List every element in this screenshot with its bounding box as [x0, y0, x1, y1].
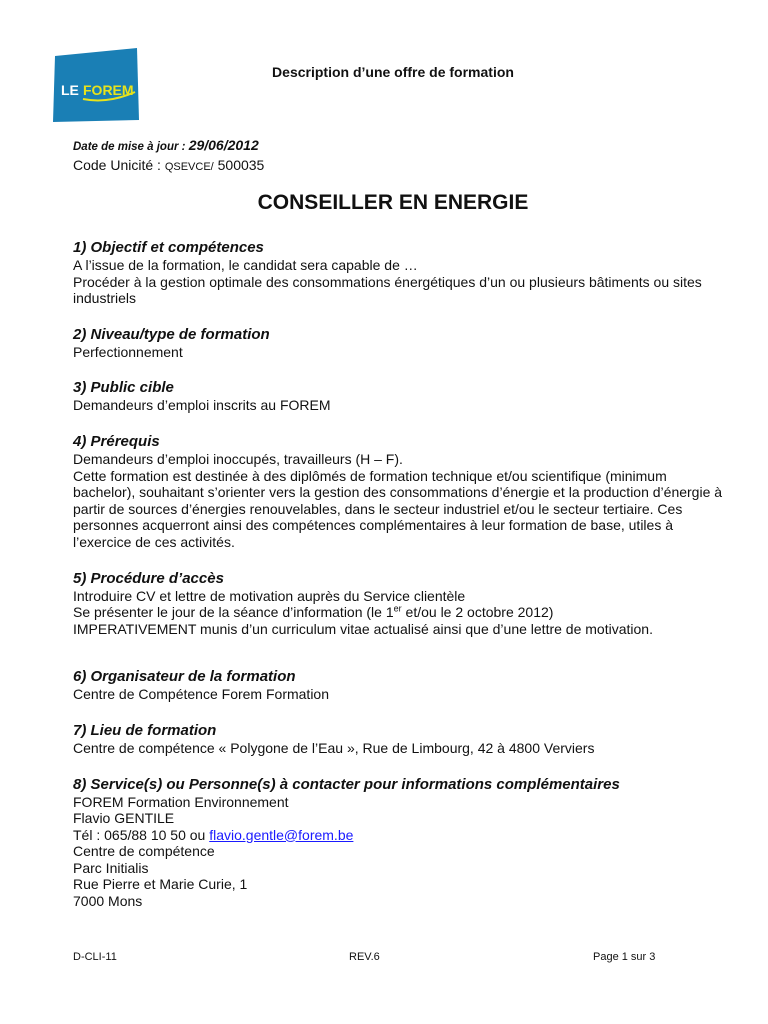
section-text: Rue Pierre et Marie Curie, 1 [73, 876, 248, 893]
code-value: 500035 [217, 157, 265, 173]
section-text [73, 827, 723, 844]
section-text: Introduire CV et lettre de motivation auprès du Service clientèle [73, 587, 466, 604]
section-text: Parc Initialis [73, 859, 149, 876]
date-label: Date de mise à jour : [73, 141, 186, 153]
section-text: IMPERATIVEMENT munis d’un curriculum vitae actualisé ainsi que d’une lettre de motivation. [73, 620, 653, 637]
update-date [73, 137, 259, 153]
text-part: Se présenter le jour de la séance d’information (le 1 [73, 604, 394, 621]
section-text: Centre de compétence « Polygone de l’Eau », Rue de Limbourg, 42 à 4800 Verviers [73, 739, 595, 756]
section-audience [73, 378, 723, 414]
section-heading: 4) Prérequis [73, 432, 160, 450]
section-text: A l’issue de la formation, le candidat sera capable de … [73, 257, 418, 273]
email-link[interactable]: flavio.gentle@forem.be [209, 826, 354, 843]
section-text: Centre de compétence [73, 843, 215, 860]
section-text: FOREM Formation Environnement [73, 793, 289, 810]
section-heading: 6) Organisateur de la formation [73, 668, 296, 686]
section-heading: 7) Lieu de formation [73, 721, 217, 739]
code-prefix: QSEVCE/ [164, 161, 214, 173]
section-prerequisites [73, 432, 723, 551]
footer-doc-code: D-CLI-11 [73, 951, 117, 963]
logo-text-forem: FOREM [83, 82, 134, 98]
section-heading: 3) Public cible [73, 379, 174, 397]
text-part: et/ou le 2 octobre 2012) [401, 604, 554, 621]
section-location [73, 721, 723, 757]
section-heading: 8) Service(s) ou Personne(s) à contacter pour informations complémentaires [73, 775, 620, 793]
forem-logo [53, 48, 139, 122]
footer-page-number: Page 1 sur 3 [593, 951, 656, 963]
section-text [73, 604, 723, 621]
section-heading: 1) Objectif et compétences [73, 239, 264, 256]
document-header: Description d’une offre de formation [272, 64, 514, 80]
code-unicite [73, 157, 264, 173]
section-text: 7000 Mons [73, 893, 143, 910]
code-label: Code Unicité : [73, 157, 161, 173]
document-title: CONSEILLER EN ENERGIE [257, 191, 529, 214]
date-value: 29/06/2012 [188, 137, 259, 153]
section-heading: 5) Procédure d’accès [73, 569, 224, 587]
section-text: Demandeurs d’emploi inscrits au FOREM [73, 397, 331, 414]
section-heading: 2) Niveau/type de formation [73, 325, 270, 343]
superscript: er [393, 603, 402, 614]
section-objectives [73, 238, 723, 307]
section-contact [73, 775, 723, 910]
phone-text: Tél : 065/88 10 50 ou [73, 826, 210, 843]
section-access [73, 569, 723, 638]
section-text: Flavio GENTILE [73, 810, 175, 827]
section-text: Centre de Compétence Forem Formation [73, 686, 329, 703]
section-text: Perfectionnement [73, 343, 183, 360]
section-text: Cette formation est destinée à des diplômés de formation technique et/ou scientifique (minimum bachelor), souhaitant s’orienter vers la gestion des consommations d’énergie et la production d’énergie à partir de sources d’énergies renouvelables, dans le secteur industriel et/ou le secteur tertiaire. Ces personnes acquerront ainsi des compétences complémentaires à leur formation de base, utiles à l’exercice de ces activités. [73, 467, 723, 550]
section-organizer [73, 667, 723, 703]
logo-text-le: LE [61, 82, 79, 98]
section-text: Procéder à la gestion optimale des consommations énergétiques d’un ou plusieurs bâtiments ou sites industriels [73, 273, 702, 307]
section-level [73, 325, 723, 361]
document-body [73, 238, 723, 928]
section-text: Demandeurs d’emploi inoccupés, travailleurs (H – F). [73, 450, 403, 467]
footer-revision: REV.6 [349, 951, 380, 963]
